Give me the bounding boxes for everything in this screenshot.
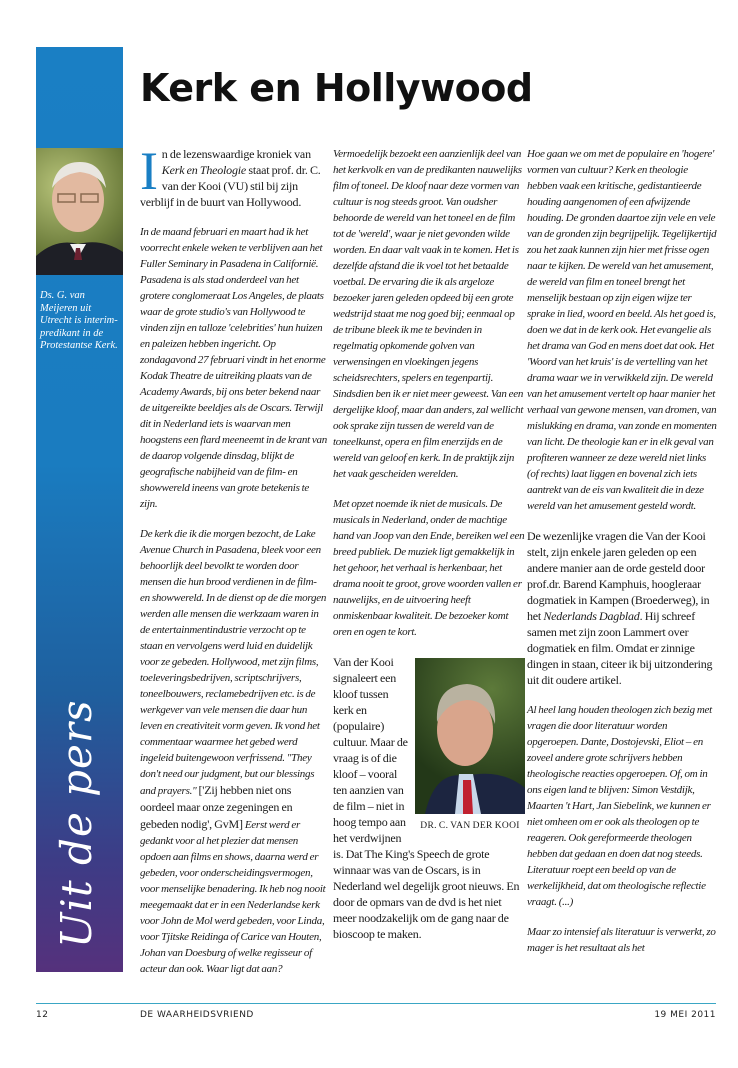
paragraph <box>333 654 525 942</box>
quote-text: De kerk die ik die morgen bezocht, de Lake Avenue Church in Pasadena, bleek voor een behoorlijk deel bevolkt te worden door mensen die hun brood verdienen in de film- en showwereld. In de dienst op de die morgen werden alle mensen die werkzaam waren in de entertainmentindustrie verzocht op te staan en vervolgens werd luid en duidelijk voor ze gebeden. Hollywood, met zijn films, toeleveringsbedrijven, scriptschrijvers, toneelbouwers, reclamebedrijven etc. is de werkgever van vele mensen die daar hun leven en creativiteit vorm geven. Ik vond het commentaar waarmee het gebed werd ingeleid buitengewoon verfrissend. "They don't need our judgment, but our blessings and prayers." <box>140 528 327 797</box>
kooi-photo <box>415 658 525 814</box>
intro-text: n de lezenswaardige kroniek van <box>161 147 311 161</box>
footer-divider <box>36 1003 716 1004</box>
paragraph: Al heel lang houden theologen zich bezig met vragen die door literatuur worden opgeroepen. Dante, Dostojevski, Eliot – en zoveel andere grote schrijvers hebben theologische reacties opgeroepen. Of, om in ons eigen land te blijven: Simon Vestdijk, Maarten 't Hart, Jan Siebelink, we kunnen er niet omheen om er ook als theologen op te reageren. Ook gereformeerde theologen hebben dat gedaan en doen dat nog steeds. Literatuur roept een beeld op van de werkelijkheid, dat om theologische reflectie vraagt. (...) <box>527 704 712 908</box>
author-caption: Ds. G. van Meijeren uit Utrecht is interim-predikant in de Protestantse Kerk. <box>40 290 118 352</box>
paragraph: Vermoedelijk bezoekt een aanzienlijk deel van het kerkvolk en van de predikanten nauwelijks film of toneel. De kloof naar deze vormen van cultuur is nog steeds groot. Van oudsher behoorde de wereld van het toneel en de film tot de 'wereld', waar je niet gevonden wilde worden. En daar valt vaak in te komen. Het is dezelfde afstand die ik voel tot het betaalde voetbal. De ervaring die ik als argeloze bezoeker jaren geleden opdeed bij een grote wedstrijd staat me nog goed bij; eenmaal op de tribune bleek ik me te bevinden in regelmatig opkomende golven van verwensingen en vloekingen jegens scheidsrechters, spelers en tegenpartij. Sindsdien ben ik er niet meer geweest. Van een dergelijke kloof, maar dan anders, zal wellicht ook sprake zijn tussen de wereld van de toneelkunst, opera en film enerzijds en de wereld van geloof en kerk. In de praktijk zijn het vaak gescheiden werelden. <box>333 148 524 480</box>
kooi-photo-figure <box>415 658 525 832</box>
column-1 <box>140 141 328 991</box>
paragraph-text: Van der Kooi signaleert een kloof tussen kerk en (populaire) cultuur. Maar de vraag is of die kloof – vooral ten aanzien van de film – niet in hoog tempo aan het verdwijnen is. Dat The King's Speech de grote winnaar was van de Oscars, is in Nederland wel degelijk groot nieuws. En door de opmars van de dvd is het niet meer noodzakelijk om de gang naar de bioscoop te maken. <box>333 655 520 941</box>
paragraph <box>140 526 328 977</box>
author-photo <box>36 148 123 275</box>
drop-cap: I <box>140 141 158 201</box>
paragraph: Maar zo intensief als literatuur is verwerkt, zo mager is het resultaat als het <box>527 926 716 954</box>
page-number: 12 <box>36 1010 49 1020</box>
journal-name: Kerk en Theologie <box>161 163 247 177</box>
newspaper-name: Nederlands Dagblad <box>543 609 640 623</box>
column-3 <box>527 146 717 970</box>
column-2 <box>333 146 525 956</box>
intro-text: staat prof. dr. C. van der Kooi (VU) stil bij zijn verblijf in de buurt van Hollywood. <box>140 163 321 209</box>
photo-caption: DR. C. VAN DER KOOI <box>420 821 520 831</box>
translation-text: ['Zij hebben niet ons oordeel maar onze zegeningen en gebeden nodig', GvM] <box>140 783 293 831</box>
portrait-icon <box>36 148 123 275</box>
portrait-icon <box>415 658 525 814</box>
intro-paragraph <box>140 141 328 210</box>
paragraph <box>527 528 717 688</box>
paragraph: Hoe gaan we om met de populaire en 'hogere' vormen van cultuur? Kerk en theologie hebben vaak een kritische, gedistantieerde houding aangenomen of een afwijzende houding. De gronden daartoe zijn vele en vele van de gronden zijn begrijpelijk. Tegelijkertijd zou het zaak kunnen zijn hier met frisse ogen naar te kijken. De wereld van het amusement, de wereld van film en toneel brengt het menselijk bestaan op zijn eigen wijze ter sprake in lied, woord en beeld. Als het goed is, doen we dat in de kerk ook. Het evangelie als het drama van God en mens doet dat ook. Het 'Woord van het kruis' is de vertelling van het drama waar we in verwikkeld zijn. De wereld van het amusement vertelt op haar manier het verhaal van gewone mensen, van dromen, van mislukking en drama, van zonde en momenten van licht. De theologie kan er in elk geval van profiteren wanneer ze deze wereld niet links (of rechts) laat liggen en bovenal zich iets aantrekt van de eis van kwaliteit die in deze wereld van het amusement gesteld wordt. <box>527 148 717 512</box>
paragraph-text: De wezenlijke vragen die Van der Kooi stelt, zijn enkele jaren geleden op een andere manier aan de orde gesteld door prof.dr. Barend Kamphuis, hoogleraar dogmatiek in Kampen (Broederweg), in het <box>527 529 710 623</box>
quote-text: Eerst werd er gedankt voor al het plezier dat mensen opdoen aan films en shows, daarna werd er gebeden, voor onderscheidingsvermogen, voor menselijke benadering. Ik heb nog nooit meegemaakt dat er in een Nederlandse kerk voor John de Mol werd gebeden, voor Linda, voor Tjitske Reidinga of Carice van Houten, Johan van Doesburg of welke regisseur of acteur dan ook. Waar ligt dat aan? <box>140 819 326 975</box>
publication-name: DE WAARHEIDSVRIEND <box>140 1010 254 1020</box>
section-label: Uit de pers <box>52 699 101 948</box>
article-title: Kerk en Hollywood <box>140 66 533 110</box>
paragraph-text: . Hij schreef samen met zijn zoon Lammert over dogmatiek en film. Omdat er zinnige dingen in staan, citeer ik bij uitzondering uit dit oudere artikel. <box>527 609 713 687</box>
issue-date: 19 MEI 2011 <box>654 1010 716 1020</box>
paragraph: In de maand februari en maart had ik het voorrecht enkele weken te verblijven aan het Fuller Seminary in Pasadena in Californië. Pasadena is als stad onderdeel van het grotere conglomeraat Los Angeles, de plaats waar de grote studio's van Hollywood te vinden zijn en talloze 'celebrities' hun huizen en paleizen hebben ingericht. Op zondagavond 27 februari vindt in het enorme Kodak Theatre de uitreiking plaats van de Academy Awards, bij ons beter bekend naar de uitgereikte beeldjes als de Oscars. Terwijl dit in Nederland iets is waarvan men hoogstens een flard meeneemt in de krant van de daarop volgende dinsdag, blijkt de geografische nabijheid van de film- en showwereld ineens van grote betekenis te zijn. <box>140 226 328 510</box>
paragraph: Met opzet noemde ik niet de musicals. De musicals in Nederland, onder de machtige hand van Joop van den Ende, bereiken wel een breed publiek. De muziek ligt gemakkelijk in het gehoor, het verhaal is herkenbaar, het drama nooit te groot, grove woorden vallen er nauwelijks, en de uitvoering heeft onmiskenbaar kwaliteit. De bezoeker komt oren en ogen te kort. <box>333 498 525 638</box>
